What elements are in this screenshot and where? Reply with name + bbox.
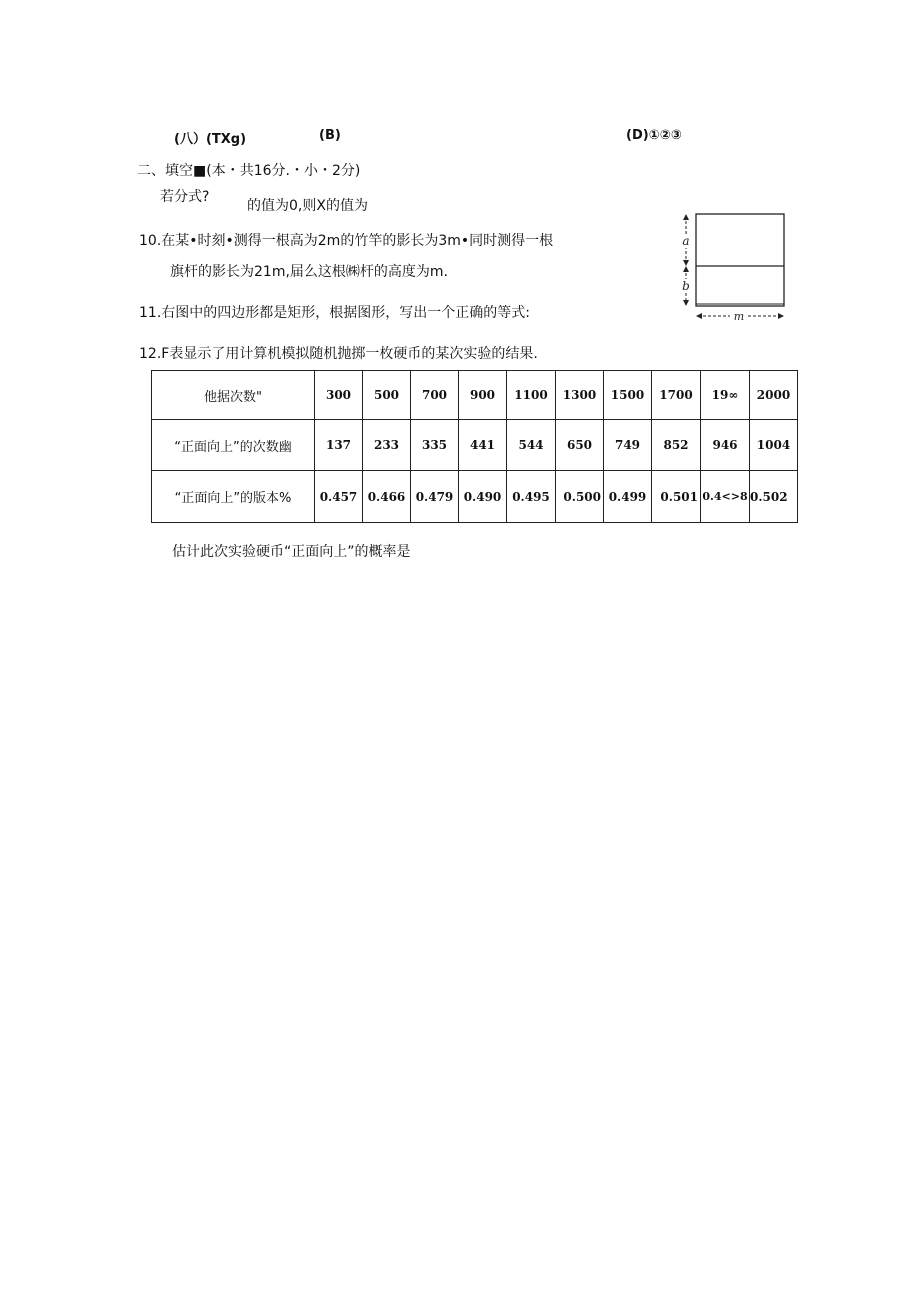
table-cell: 1500 <box>604 371 652 420</box>
section-header: 二、填空■(本・共16分.・小・2分) <box>137 163 361 179</box>
table-cell: 1004 <box>750 420 798 471</box>
table-cell: 0.501 <box>652 471 701 523</box>
label-a: a <box>682 234 690 248</box>
table-cell: 0.499 <box>604 471 652 523</box>
table-cell: 233 <box>363 420 411 471</box>
table-row-heads-count <box>152 420 798 471</box>
table-cell: 335 <box>411 420 459 471</box>
table-cell: 1700 <box>652 371 701 420</box>
q10-line1: 10.在某•时刻•测得一根高为2m的竹竿的影长为3m•同时测得一根 <box>139 233 554 249</box>
table-cell: 946 <box>701 420 750 471</box>
estimate-text: 估计此次实验硬币“正面向上”的概率是 <box>172 544 411 560</box>
table-row-trials <box>152 371 798 420</box>
table-cell: 500 <box>363 371 411 420</box>
table-cell: 0.502 <box>750 471 798 523</box>
table-cell: 650 <box>556 420 604 471</box>
table-cell: 0.457 <box>315 471 363 523</box>
label-b: b <box>682 279 690 293</box>
table-cell: 0.500 <box>556 471 604 523</box>
q10-line2: 旗杆的影长为21m,届么这根㈱杆的高度为m. <box>170 264 448 280</box>
table-cell: 300 <box>315 371 363 420</box>
table-cell: 749 <box>604 420 652 471</box>
option-d: (D)①②③ <box>626 128 682 143</box>
row-header: “正面向上”的版本% <box>152 471 315 523</box>
table-cell: 900 <box>459 371 507 420</box>
row-header: 他据次数" <box>152 371 315 420</box>
label-m: m <box>733 310 745 323</box>
dim-a-arrow-top <box>683 214 689 220</box>
dim-m-arrow-right <box>778 313 784 319</box>
table-cell: 137 <box>315 420 363 471</box>
table-cell: 544 <box>507 420 556 471</box>
table-cell: 700 <box>411 371 459 420</box>
outer-rectangle <box>696 214 784 306</box>
table-cell: 852 <box>652 420 701 471</box>
table-cell: 19∞ <box>701 371 750 420</box>
table-cell: 0.479 <box>411 471 459 523</box>
option-b: (B) <box>319 128 341 143</box>
table-cell: 1300 <box>556 371 604 420</box>
q11-text: 11.右图中的四边形都是矩形，根据图形，写出一个正确的等式: <box>139 305 530 321</box>
table-cell: 1100 <box>507 371 556 420</box>
coin-toss-table <box>151 370 798 523</box>
dim-b-arrow-top <box>683 266 689 272</box>
table-cell: 441 <box>459 420 507 471</box>
table-cell: 2000 <box>750 371 798 420</box>
table-cell: 0.495 <box>507 471 556 523</box>
q9-prefix: 若分式? <box>160 189 210 205</box>
rectangle-diagram <box>676 210 790 324</box>
dim-b-arrow-bottom <box>683 300 689 306</box>
rectangle-figure <box>676 210 790 324</box>
option-a: (八）(TXg) <box>174 132 247 147</box>
dim-m-arrow-left <box>696 313 702 319</box>
table-cell: 0.4<>8 <box>701 471 750 523</box>
dim-a-arrow-bottom <box>683 260 689 266</box>
table-cell: 0.490 <box>459 471 507 523</box>
row-header: “正面向上”的次数幽 <box>152 420 315 471</box>
table-row-heads-frequency <box>152 471 798 523</box>
table-cell: 0.466 <box>363 471 411 523</box>
q12-text: 12.F表显示了用计算机模拟随机抛掷一枚硬币的某次实验的结果. <box>139 346 538 362</box>
q9-suffix: 的值为0,则X的值为 <box>247 198 368 214</box>
